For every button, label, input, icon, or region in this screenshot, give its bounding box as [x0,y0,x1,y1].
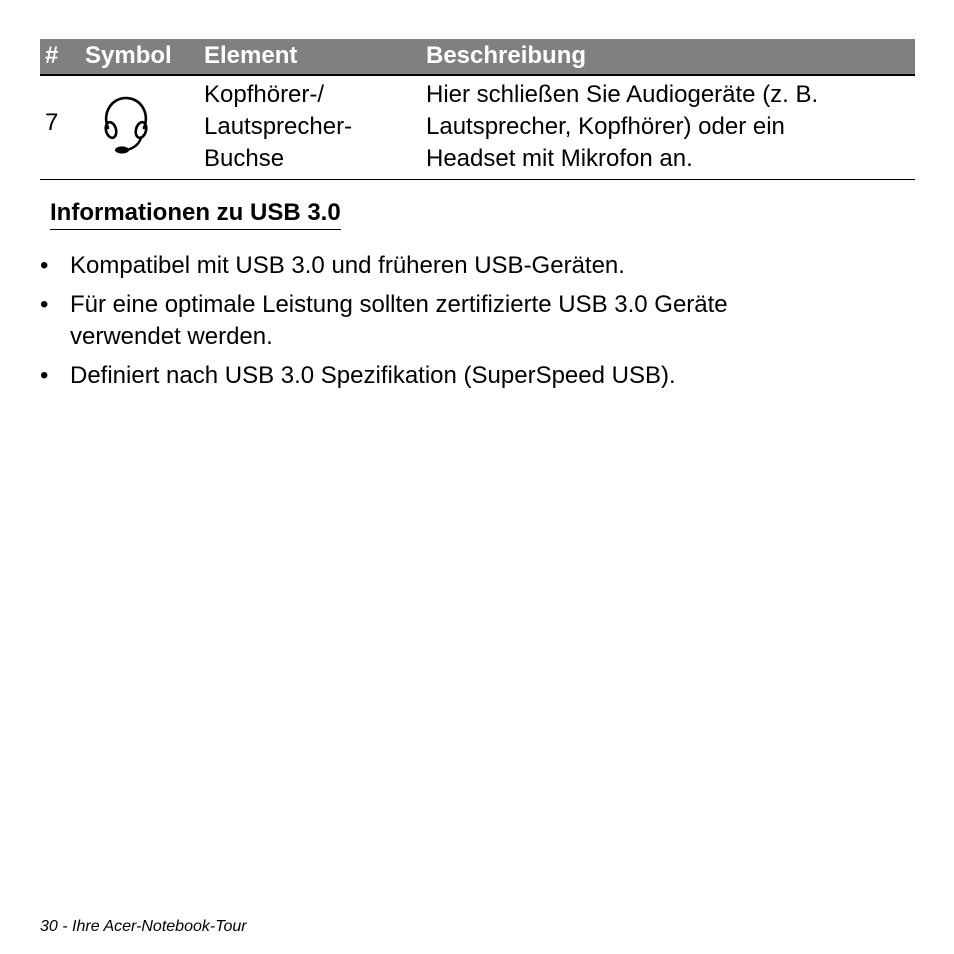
section-heading: Informationen zu USB 3.0 [50,198,341,230]
headset-icon [100,94,152,158]
bullet-dot: • [40,291,49,318]
bullet-list [40,250,910,399]
page-footer: 30 - Ihre Acer-Notebook-Tour [40,918,247,935]
header-description: Beschreibung [426,42,587,69]
table-header [40,39,915,76]
element-line: Kopfhörer-/ [204,81,325,108]
bullet-dot: • [40,362,49,389]
row-number: 7 [45,109,59,136]
description-line: Lautsprecher, Kopfhörer) oder ein [426,113,785,140]
bullet-line: Kompatibel mit USB 3.0 und früheren USB-Geräten. [70,252,625,279]
element-line: Lautsprecher- [204,113,353,140]
header-symbol: Symbol [85,42,172,69]
description-line: Headset mit Mikrofon an. [426,145,693,172]
bullet-line: verwendet werden. [70,323,273,350]
list-item [40,289,910,353]
bullet-dot: • [40,252,49,279]
list-item [40,250,910,282]
list-item [40,360,910,392]
element-line: Buchse [204,145,285,172]
ports-table [40,39,915,180]
header-element: Element [204,42,298,69]
description-cell [426,79,818,175]
bullet-line: Für eine optimale Leistung sollten zertifizierte USB 3.0 Geräte [70,291,728,318]
table-row [40,76,915,180]
header-number: # [45,42,59,69]
description-line: Hier schließen Sie Audiogeräte (z. B. [426,81,819,108]
bullet-line: Definiert nach USB 3.0 Spezifikation (SuperSpeed USB). [70,362,676,389]
element-cell [204,79,352,175]
